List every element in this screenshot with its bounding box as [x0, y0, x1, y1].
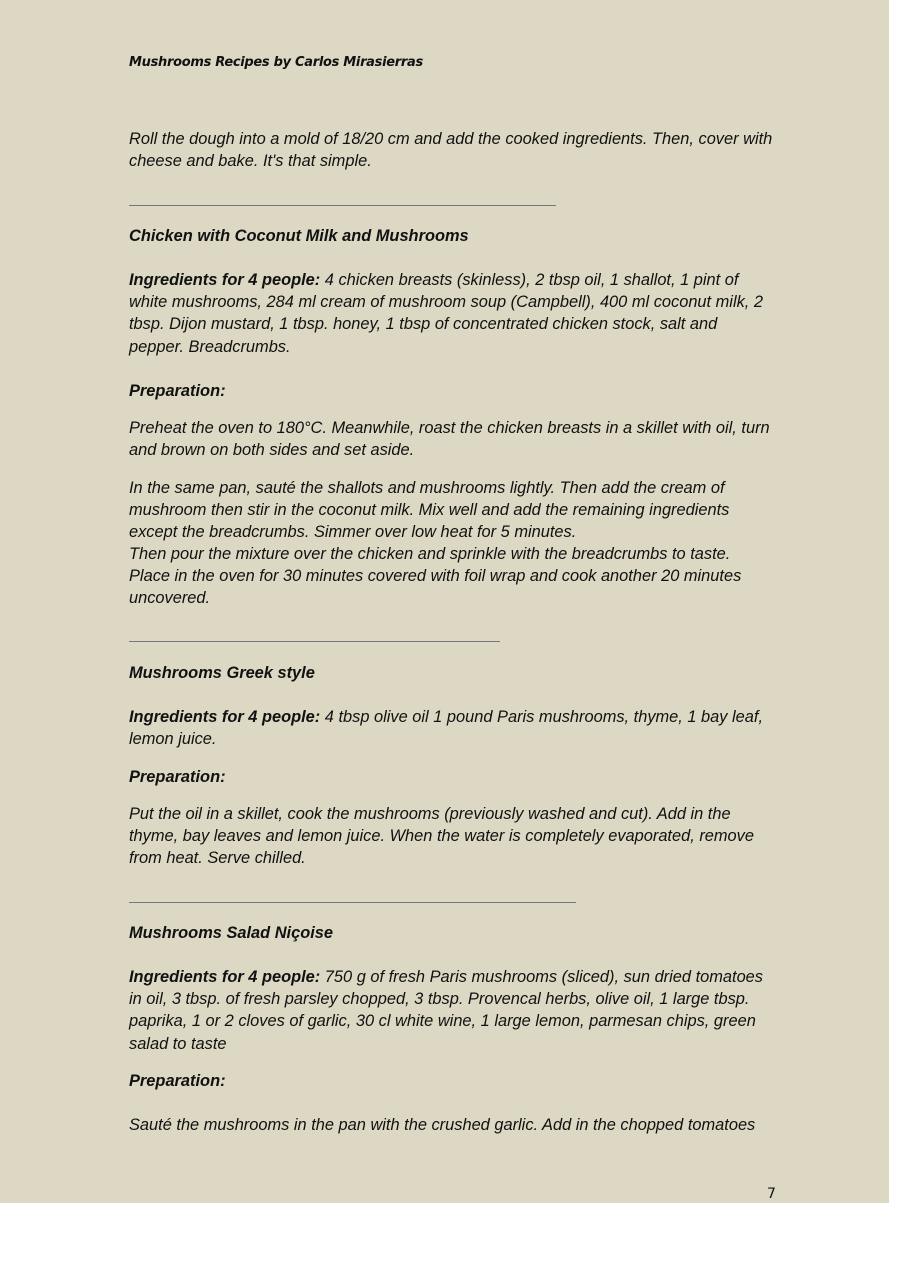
recipe-title: Mushrooms Salad Niçoise [129, 924, 334, 942]
ingredients-label: Ingredients for 4 people: [129, 708, 321, 726]
recipe-title: Chicken with Coconut Milk and Mushrooms [129, 227, 469, 245]
separator-rule [129, 205, 556, 206]
preparation-step: Preheat the oven to 180°C. Meanwhile, roast the chicken breasts in a skillet with oil, turn and brown on both sides and set aside. [129, 419, 770, 460]
recipe-title: Mushrooms Greek style [129, 664, 315, 682]
preparation-step: Put the oil in a skillet, cook the mushrooms (previously washed and cut). Add in the thyme, bay leaves and lemon juice. When the water is completely evaporated, remove from heat. Serve chilled. [129, 805, 754, 868]
ingredients-label: Ingredients for 4 people: [129, 968, 321, 986]
separator-rule [129, 902, 576, 903]
ingredients-paragraph [129, 966, 774, 1055]
running-header: Mushrooms Recipes by Carlos Mirasierras [129, 55, 423, 70]
preparation-label: Preparation: [129, 1072, 226, 1090]
page-number: 7 [767, 1186, 776, 1202]
intro-paragraph: Roll the dough into a mold of 18/20 cm and add the cooked ingredients. Then, cover with cheese and bake. It's that simple. [129, 130, 773, 171]
preparation-label: Preparation: [129, 382, 226, 400]
ingredients-paragraph [129, 269, 774, 358]
preparation-step: Sauté the mushrooms in the pan with the crushed garlic. Add in the chopped tomatoes [129, 1116, 756, 1134]
ingredients-text: 4 chicken breasts (skinless), 2 tbsp oil, 1 shallot, 1 pint of white mushrooms, 284 ml cream of mushroom soup (Campbell), 400 ml coconut milk, 2 tbsp. Dijon mustard, 1 tbsp. honey, 1 tbsp of concentrated chicken stock, salt and pepper. Breadcrumbs. [129, 271, 764, 356]
ingredients-label: Ingredients for 4 people: [129, 271, 321, 289]
separator-rule [129, 641, 500, 642]
preparation-label: Preparation: [129, 768, 226, 786]
ingredients-text: 750 g of fresh Paris mushrooms (sliced), sun dried tomatoes in oil, 3 tbsp. of fresh parsley chopped, 3 tbsp. Provencal herbs, olive oil, 1 large tbsp. paprika, 1 or 2 cloves of garlic, 30 cl white wine, 1 large lemon, parmesan chips, green salad to taste [129, 968, 763, 1053]
ingredients-paragraph [129, 706, 774, 750]
preparation-step: Then pour the mixture over the chicken and sprinkle with the breadcrumbs to taste. Place in the oven for 30 minutes covered with foil wrap and cook another 20 minutes uncovered. [129, 545, 742, 608]
ingredients-text: 4 tbsp olive oil 1 pound Paris mushrooms, thyme, 1 bay leaf, lemon juice. [129, 708, 764, 749]
preparation-step: In the same pan, sauté the shallots and mushrooms lightly. Then add the cream of mushroom then stir in the coconut milk. Mix well and add the remaining ingredients except the breadcrumbs. Simmer over low heat for 5 minutes. [129, 479, 730, 542]
